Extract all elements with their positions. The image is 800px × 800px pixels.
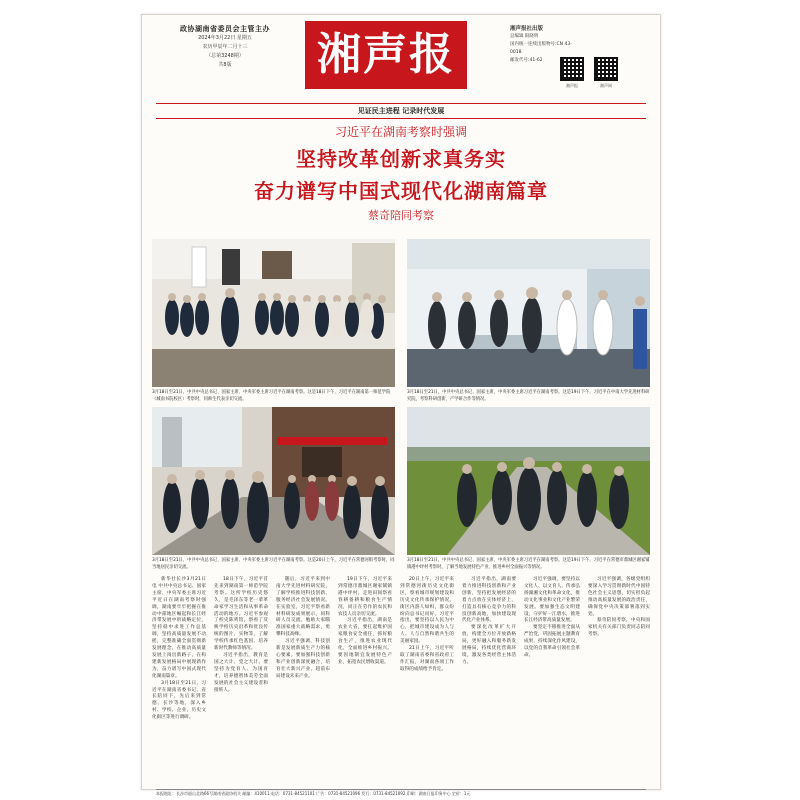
issue-number: （总第3248期） [206,53,244,59]
headline-primary: 坚持改革创新求真务实 [296,147,506,171]
photo-lab-visit [407,239,650,387]
paragraph: 习近平指出，湖南要着力推进科技创新和产业创新，坚持把发展经济的着力点放在实体经济上，打造具有核心竞争力的科技创新高地，加快建设现代化产业体系。 [462,577,516,624]
cn-number-line: 国内统一连续出版物号:CN 43-0018 [510,42,572,55]
qr-code-label-2: 湘声网 [600,83,612,88]
paragraph: 要深化改革扩大开放，构建全方位开放新格局，更好融入和服务新发展格局，持续优化营商环境，激发各类经营主体活力。 [462,625,516,665]
paragraph: 蔡奇陪同考察，中央和国家机关有关部门负责同志陪同考察。 [588,618,650,638]
article-column-6 [462,577,516,785]
photo-caption-4: 3月18日至21日，中共中央总书记、国家主席、中央军委主席习近平在湖南考察。这是19日下午，习近平在常德市鼎城区谢家铺镇港中坪村考察时，了解当地发展特色产业、推进乡村全面振兴等情况。 [407,558,650,570]
paragraph: 习近平强调，各级党组织要深入学习贯彻新时代中国特色社会主义思想，切实担负起推动高质量发展的政治责任，确保党中央决策部署落到实处。 [588,577,650,617]
paragraph: 新华社长沙3月21日电 中共中央总书记、国家主席、中央军委主席习近平近日在湖南考察时强调，湖南要牢牢把握在推动中部地区崛起和长江经济带发展中的战略定位，坚持稳中求进工作总基调，坚持高质量发展不动摇，完整准确全面贯彻新发展理念，在推动高质量发展上闯出新路子，在构建新发展格局中展现新作为，奋力谱写中国式现代化湖南篇章。 [152,577,206,679]
date-line: 2024年3月22日 星期五 [198,35,252,41]
publisher-line: 湘声报社出版 [510,26,544,32]
post-code-line: 邮发代号:41-62 [510,58,543,63]
newspaper-title-logo: 湘声报 [305,21,467,89]
paragraph: 20日上午，习近平来到常德河街历史文化街区，察看城市规划建设和历史文化传承保护情况。街区内游人如织，群众纷纷向总书记问好。习近平指出，要坚持以人民为中心，把城市建设成为人与人、人与自然和谐共生的美丽家园。 [400,577,454,645]
lunar-date-line: 农历甲辰年二月十三 [202,44,248,50]
article-column-1 [152,577,206,785]
photo-school-visit [152,239,395,387]
qr-code-icon[interactable] [560,57,584,81]
newspaper-page [141,14,661,796]
article-column-2 [214,577,268,785]
paragraph: 18日下午，习近平首先来到湖南第一师范学院考察。这所学校历史悠久，是毛泽东等老一辈革命家学习生活和从事革命活动的地方。习近平参观了校史陈列馆，察看了反映学校历史沿革和优良传统的图片、实物等，了解学校传承红色基因、培养新时代教师等情况。 [214,577,268,652]
article-column-4 [338,577,392,785]
photo-caption-3: 3月18日至21日，中共中央总书记、国家主席、中央军委主席习近平在湖南考察。这是20日上午，习近平在常德河街考察时，同当地居民亲切交流。 [152,558,395,570]
sponsor-line: 政协湖南省委员会主管主办 [180,25,270,33]
paragraph: 习近平指出，教育是国之大计、党之大计。要坚持为党育人、为国育才，培养德智体美劳全面发展的社会主义建设者和接班人。 [214,652,268,693]
paragraph: 随后，习近平来到中南大学先进材料研究院，了解学校推进科技创新、服务经济社会发展情况。在实验室，习近平察看新材料研发成果展示，同科研人员交流，勉励大家瞄准国家重大战略需求，勇攀科技高峰。 [276,577,330,638]
masthead-left-info [160,25,290,70]
article-column-7 [524,577,580,785]
article-byline: 蔡奇陪同考察 [368,209,434,222]
editor-line: 总编辑 阳晓明 [510,34,539,39]
slogan-band: 见证民主进程 记录时代发展 [156,103,646,119]
paragraph: 3月18日至21日，习近平在湖南省委书记、省长陪同下，先后来到常德、长沙等地，深入乡村、学校、企业、历史文化街区等进行调研。 [152,680,206,721]
article-column-5 [400,577,454,785]
qr-code-icon[interactable] [594,57,618,81]
article-column-8 [588,577,650,785]
paragraph: 19日下午，习近平来到常德市鼎城区谢家铺镇港中坪村，走进田间察看春耕备耕和粮食生产情况，同正在劳作的农民和农技人员亲切交流。 [338,577,392,617]
paragraph: 要坚定不移推进全面从严治党，巩固拓展主题教育成果，持续深化作风建设，以党的自我革命引领社会革命。 [524,625,580,658]
pages-count: 共8版 [218,62,232,68]
article-column-3 [276,577,330,785]
page-footer: 本报地址：长沙市韶山北路66号湖南省政协机关 邮编：410011 电话：0731-84521101 广告：0731-84521096 发行：0731-84521092 印刷：湖南日报印务中心 定价：1元 [156,789,646,798]
qr-code-label-1: 湘声报 [566,83,578,88]
paragraph: 习近平强调，科技创新是发展新质生产力的核心要素。要加强科技创新和产业创新深度融合，培育壮大新兴产业，超前布局建设未来产业。 [276,639,330,679]
photo-caption-1: 3月18日至21日，中共中央总书记、国家主席、中央军委主席习近平在湖南考察。这是18日下午，习近平在湖南第一师范学院（城南书院校区）考察时，同师生代表亲切交流。 [152,390,391,402]
photo-street-visit [152,407,395,555]
article-kicker: 习近平在湖南考察时强调 [334,125,467,139]
photo-field-visit [407,407,650,555]
photo-caption-2: 3月18日至21日，中共中央总书记、国家主席、中央军委主席习近平在湖南考察。这是19日下午，习近平在中南大学先进材料研究院，考察科研创新、产学研合作等情况。 [407,390,650,402]
paragraph: 习近平指出，湖南是农业大省，要扛起维护国家粮食安全重任，抓好粮食生产，推进农业现代化，全面推进乡村振兴。要因地制宜发展特色产业，拓宽农民增收渠道。 [338,618,392,665]
paragraph: 习近平强调，要坚持以文化人、以文育人，传承弘扬湖湘文化和革命文化，推动文化事业和文化产业繁荣发展。要加强生态文明建设，守护好一江碧水，推进长江经济带高质量发展。 [524,577,580,624]
paragraph: 21日上午，习近平听取了湖南省委和省政府工作汇报，对湖南各项工作取得的成绩给予肯定。 [400,646,454,672]
headline-secondary: 奋力谱写中国式现代化湖南篇章 [254,179,548,203]
